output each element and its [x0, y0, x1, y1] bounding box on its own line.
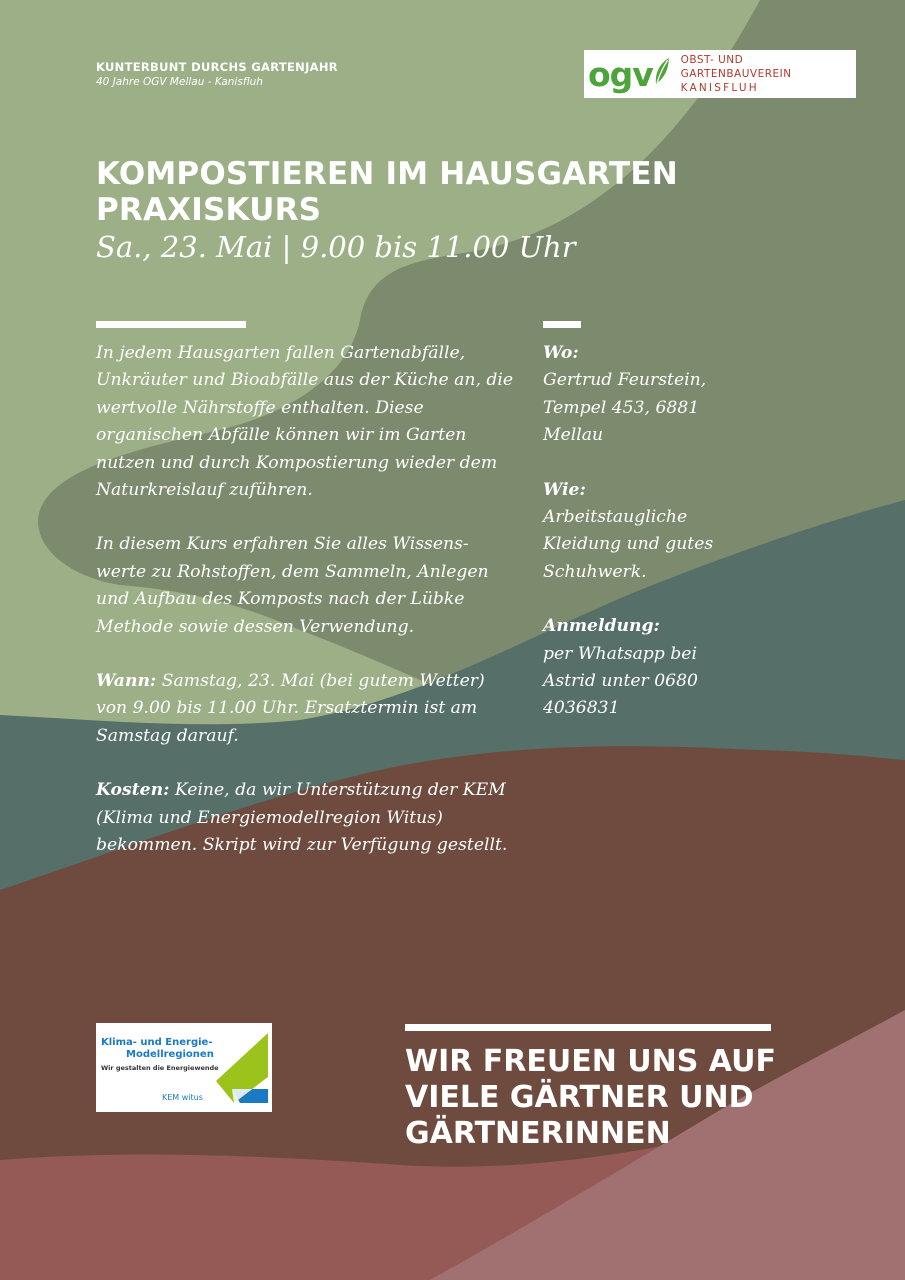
how-text: Arbeitstaugliche Kleidung und gutes Schuhwerk.: [543, 507, 714, 582]
register-text: per Whatsapp bei Astrid unter 0680 4036831: [543, 643, 698, 719]
heading-line1: KOMPOSTIEREN IM HAUSGARTEN: [96, 156, 678, 192]
series-title: KUNTERBUNT DURCHS GARTENJAHR: [96, 60, 338, 74]
where-text: Gertrud Feurstein, Tempel 453, 6881 Mellau: [543, 370, 707, 446]
closing-divider: [405, 1024, 771, 1031]
where-block: [543, 340, 883, 450]
right-divider: [543, 321, 581, 328]
event-heading: [96, 156, 796, 266]
when-text: Samstag, 23. Mai (bei gutem Wetter) von 9.00 bis 11.00 Uhr. Ersatztermin ist am Samstag darauf.: [96, 671, 485, 746]
event-date: Sa., 23. Mai | 9.00 bis 11.00 Uhr: [96, 230, 576, 264]
how-block: [543, 477, 883, 587]
description-column: [96, 340, 516, 887]
closing-line3: GÄRTNERINNEN: [405, 1116, 671, 1151]
series-subtitle: 40 Jahre OGV Mellau - Kanisfluh: [96, 76, 263, 88]
ogv-name-line2: KANISFLUH: [680, 82, 759, 94]
kem-line2: Modellregionen: [126, 1049, 214, 1060]
details-column: [543, 340, 883, 750]
ogv-logo: [584, 50, 856, 98]
cost-text: Keine, da wir Unterstützung der KEM (Klima und Energiemodellregion Witus) bekommen. Skript wird zur Verfügung gestellt.: [96, 780, 508, 856]
kem-line3: Wir gestalten die Energiewende: [101, 1064, 219, 1072]
register-block: [543, 613, 883, 723]
kem-line4: KEM witus: [162, 1093, 203, 1102]
kem-line1: Klima- und Energie-: [101, 1037, 213, 1048]
when-label: Wann:: [96, 671, 157, 692]
where-label: Wo:: [543, 343, 579, 363]
ogv-name-line1: OBST- UND GARTENBAUVEREIN: [680, 54, 792, 80]
closing-line2: VIELE GÄRTNER UND: [405, 1080, 754, 1115]
closing-line1: WIR FREUEN UNS AUF: [405, 1044, 776, 1079]
how-label: Wie:: [543, 479, 586, 500]
course-paragraph: In diesem Kurs erfahren Sie alles Wissens-werte zu Rohstoffen, dem Sammeln, Anlegen und Aufbau des Komposts nach der Lübke Methode sowie dessen Verwendung.: [96, 534, 489, 637]
intro-paragraph: In jedem Hausgarten fallen Gartenabfälle, Unkräuter und Bioabfälle aus der Küche an, die wertvolle Nährstoffe enthalten. Diese organischen Abfälle können wir im Garten nutzen und durch Kompostierung wieder dem Naturkreislauf zuführen.: [96, 343, 514, 501]
cost-label: Kosten:: [96, 780, 170, 801]
left-divider: [96, 321, 246, 328]
cost-paragraph: [96, 777, 516, 859]
register-label: Anmeldung:: [543, 616, 660, 637]
closing-message: [405, 1044, 845, 1152]
ogv-wordmark: ogv: [588, 54, 653, 94]
leaf-icon: [653, 56, 671, 86]
when-paragraph: [96, 668, 516, 750]
ogv-name: [681, 53, 856, 95]
heading-line2: PRAXISKURS: [96, 192, 322, 228]
kem-logo: [96, 1023, 272, 1112]
kem-swoosh-icon: [214, 1031, 270, 1105]
series-header: [96, 60, 338, 88]
